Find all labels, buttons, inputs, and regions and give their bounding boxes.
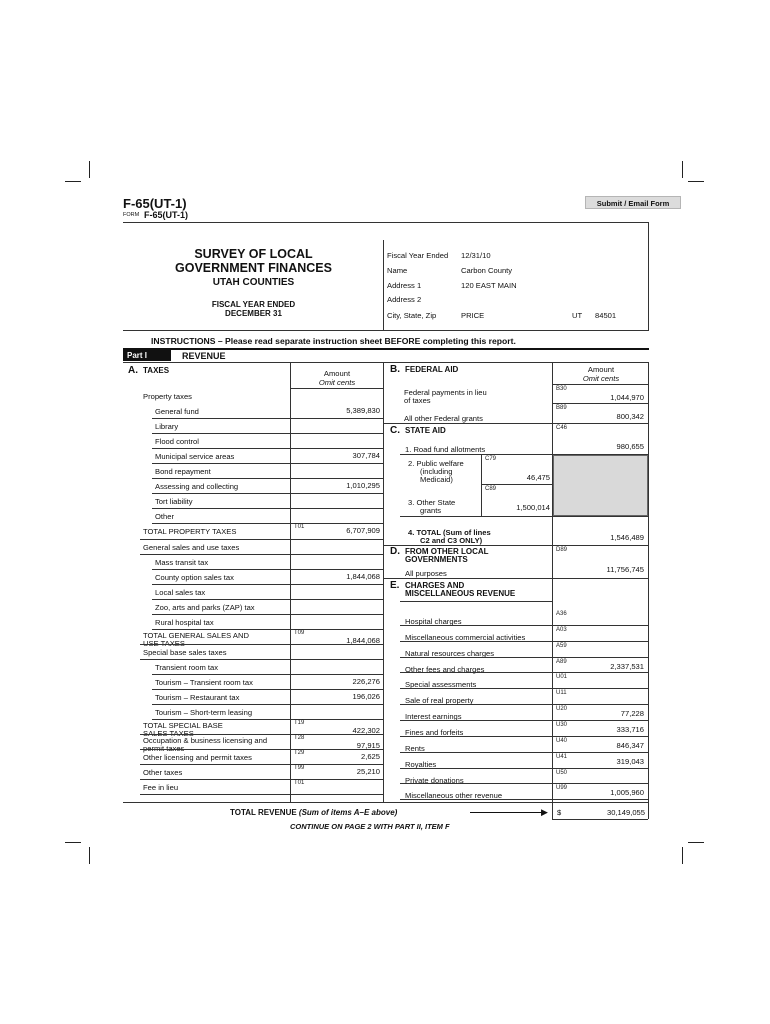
code-b30: B30 (556, 386, 567, 392)
section-a-row-value[interactable]: 25,210 (356, 767, 380, 777)
section-a-row-code: T29 (294, 750, 305, 757)
header-bottom (123, 330, 649, 331)
section-a-row-label: Occupation & business licensing and (143, 736, 268, 746)
section-e-row-label: Natural resources charges (405, 648, 495, 658)
section-e-row-code: A59 (556, 642, 567, 649)
total-right (648, 802, 649, 819)
section-e-row-rule (400, 752, 648, 753)
section-a-row-rule (152, 689, 383, 690)
crop-mark (89, 161, 90, 178)
road-fund-label: 1. Road fund allotments (405, 445, 486, 454)
section-a-row-rule (152, 463, 383, 464)
section-a-title: TAXES (143, 366, 170, 375)
state-aid-total-label: 4. TOTAL (Sum of lines (408, 528, 491, 537)
section-e-row-label: Fines and forfeits (405, 727, 464, 737)
crop-mark (688, 181, 704, 182)
section-e-row-code: U99 (556, 785, 568, 792)
section-a-row-label: Tourism – Transient room tax (155, 677, 253, 687)
crop-mark (89, 847, 90, 864)
section-e-row-label: Hospital charges (405, 617, 462, 626)
c-sub-divider (481, 454, 482, 516)
section-a-row-code: T99 (294, 765, 305, 772)
fy-field[interactable]: 12/31/10 (461, 251, 491, 260)
section-a-row-code: T01 (294, 524, 305, 531)
code-d89: D89 (556, 547, 568, 553)
all-purposes-label: All purposes (405, 569, 447, 578)
section-e-row-rule (400, 768, 648, 769)
section-a-row-rule (140, 659, 383, 660)
section-e-row-rule (400, 799, 648, 800)
section-b-amount-header: Amount (587, 365, 615, 374)
rule (400, 516, 648, 517)
section-a-row-rule (140, 554, 383, 555)
section-a-row-label: TOTAL SPECIAL BASE (143, 721, 223, 731)
continue-note: CONTINUE ON PAGE 2 WITH PART II, ITEM F (290, 822, 450, 831)
main-bottom (123, 802, 649, 803)
section-a-row-label: Local sales tax (155, 587, 206, 597)
section-a-row-rule (152, 614, 383, 615)
public-welfare-label-3: Medicaid) (420, 475, 453, 484)
fiscal-year-line1: FISCAL YEAR ENDED (211, 300, 296, 309)
section-a-row-rule (140, 734, 383, 735)
section-e-row-label: Royalties (405, 759, 437, 769)
section-a-row-code: T01 (294, 780, 305, 787)
rule (481, 484, 552, 485)
section-a-row-rule (152, 523, 383, 524)
section-e-title: CHARGES AND (405, 581, 465, 590)
section-b-letter: B. (390, 364, 400, 375)
section-e-row-rule (400, 672, 648, 673)
section-a-row-label: Other licensing and permit taxes (143, 753, 252, 763)
section-e-row-label: Rents (405, 743, 425, 753)
total-revenue-title: TOTAL REVENUE (230, 808, 297, 817)
section-e-row-rule (400, 625, 648, 626)
section-e-row-rule (400, 657, 648, 658)
section-e-row-code: U11 (556, 690, 567, 697)
section-a-row-rule (152, 448, 383, 449)
utah-counties: UTAH COUNTIES (212, 277, 295, 288)
section-a-row-rule (140, 539, 383, 540)
part-tag: Part I (123, 350, 171, 361)
section-a-row-rule (140, 764, 383, 765)
section-a-row-rule (152, 433, 383, 434)
section-a-row-label: Library (155, 422, 179, 432)
section-e-row-value[interactable]: 2,337,531 (610, 661, 644, 671)
section-a-row-label: General sales and use taxes (143, 542, 240, 552)
section-e-row-code: U50 (556, 769, 568, 776)
section-a-row-value[interactable]: 1,844,068 (346, 635, 380, 645)
part-rule (123, 362, 649, 363)
frame-right-main (648, 362, 649, 802)
section-e-row-label: Sale of real property (405, 696, 474, 706)
section-a-row-rule (152, 584, 383, 585)
section-e-row-code: A89 (556, 658, 567, 665)
frame-top (123, 222, 649, 223)
crop-mark (682, 847, 683, 864)
section-a-row-value[interactable]: 307,784 (352, 451, 380, 461)
submit-email-button[interactable]: Submit / Email Form (585, 196, 681, 209)
section-d-letter: D. (390, 546, 400, 557)
arrow-line (470, 812, 542, 813)
section-e-row-value[interactable]: 846,347 (616, 740, 644, 750)
section-c-title: STATE AID (405, 426, 446, 435)
section-a-row-rule (152, 674, 383, 675)
crop-mark (682, 161, 683, 178)
section-e-row-label: Interest earnings (405, 712, 462, 722)
instructions-rule (123, 348, 649, 350)
section-e-row-code: U41 (556, 753, 568, 760)
section-a-row-rule (152, 704, 383, 705)
public-welfare-label-2: (including (420, 467, 453, 476)
federal-payments-label: Federal payments in lieu (404, 388, 487, 397)
section-b-title: FEDERAL AID (405, 365, 459, 374)
section-a-row-value[interactable]: 5,389,830 (346, 406, 380, 416)
section-a-row-rule (152, 569, 383, 570)
fiscal-year-line2: DECEMBER 31 (225, 309, 282, 318)
section-e-row-value[interactable]: 319,043 (616, 756, 644, 766)
section-a-row-label: Assessing and collecting (155, 482, 239, 492)
section-a-row-value[interactable]: 97,915 (356, 741, 380, 751)
section-a-row-rule (152, 599, 383, 600)
section-e-row-label: Private donations (405, 775, 464, 785)
instructions: INSTRUCTIONS – Please read separate instruction sheet BEFORE completing this report. (151, 336, 516, 346)
section-a-row-label: Property taxes (143, 392, 192, 401)
arrow-right-icon: ▶ (541, 807, 548, 817)
section-e-title-2: MISCELLANEOUS REVENUE (405, 589, 516, 598)
code-c79: C79 (485, 456, 497, 462)
total-revenue-value[interactable]: 30,149,055 (606, 808, 645, 817)
public-welfare-label: 2. Public welfare (408, 459, 464, 468)
b-hdr-rule (552, 384, 648, 385)
section-a-row-value[interactable]: 1,010,295 (346, 481, 380, 491)
section-a-row-rule (152, 493, 383, 494)
federal-payments-value[interactable]: 1,044,970 (610, 393, 644, 402)
section-a-row-label: Flood control (155, 437, 199, 447)
crop-mark (65, 181, 81, 182)
section-d-title: FROM OTHER LOCAL (405, 547, 489, 556)
section-a-row-code: T09 (294, 629, 305, 636)
section-c-letter: C. (390, 425, 400, 436)
section-e-row-rule (400, 720, 648, 721)
section-a-row-code: T19 (294, 720, 305, 727)
section-b-amount-sub: Omit cents (582, 374, 620, 383)
other-federal-grants-value[interactable]: 800,342 (616, 412, 644, 421)
section-e-row-value[interactable]: 77,228 (620, 709, 644, 719)
section-e-row-rule (400, 783, 648, 784)
all-purposes-value[interactable]: 11,756,745 (606, 565, 644, 574)
section-a-row-value[interactable]: 226,276 (352, 676, 380, 686)
section-a-row-label: Tort liability (155, 497, 193, 507)
section-a-row-code: T28 (294, 735, 305, 742)
name-field[interactable]: Carbon County (461, 266, 513, 275)
crop-mark (65, 842, 81, 843)
section-e-row-code: A36 (556, 611, 567, 617)
part-name: REVENUE (182, 351, 226, 361)
section-e-letter: E. (390, 580, 400, 591)
rule (383, 545, 648, 546)
section-a-row-rule (152, 508, 383, 509)
rule (383, 423, 648, 424)
section-a-row-label: Other (155, 512, 174, 522)
section-e-row-code: A03 (556, 626, 567, 633)
section-e-row-rule (400, 688, 648, 689)
section-a-row-label: Municipal service areas (155, 452, 235, 462)
col-a-code-divider (290, 362, 291, 802)
section-a-row-rule (152, 418, 383, 419)
form-id: F-65(UT-1) (123, 196, 187, 211)
other-state-grants-value[interactable]: 1,500,014 (516, 503, 550, 512)
section-d-title-2: GOVERNMENTS (405, 555, 468, 564)
section-a-row-label: Other taxes (143, 768, 183, 778)
section-a-row-rule (152, 629, 383, 630)
city-state-zip-label: City, State, Zip (387, 311, 437, 320)
rule (552, 403, 648, 404)
section-e-row-label: Miscellaneous commercial activities (405, 632, 526, 642)
section-a-letter: A. (128, 365, 138, 376)
section-e-row-value[interactable]: 1,005,960 (610, 788, 644, 798)
section-a-row-label-2: USE TAXES (143, 638, 185, 648)
section-e-row-label: Other fees and charges (405, 664, 485, 674)
crop-mark (688, 842, 704, 843)
road-fund-value[interactable]: 980,655 (616, 442, 644, 451)
rule (400, 601, 552, 602)
rule (383, 578, 648, 579)
section-a-amount-header: Amount (323, 369, 351, 378)
shaded-cell (553, 455, 648, 516)
section-a-row-label: Tourism – Restaurant tax (155, 693, 240, 702)
fy-label: Fiscal Year Ended (387, 251, 449, 260)
section-e-row-label: Miscellaneous other revenue (405, 791, 503, 801)
section-e-row-rule (400, 704, 648, 705)
city-field[interactable]: PRICE (461, 311, 485, 320)
section-a-row-label: County option sales tax (155, 572, 234, 582)
section-e-row-value[interactable]: 333,716 (616, 724, 644, 734)
address1-label: Address 1 (387, 281, 422, 290)
section-a-row-label: Bond repayment (155, 467, 211, 477)
section-a-row-label: General fund (155, 407, 199, 417)
section-e-row-code: U01 (556, 674, 568, 681)
frame-right (648, 222, 649, 330)
section-a-row-label: Tourism – Short-term leasing (155, 708, 253, 718)
federal-payments-label-2: of taxes (404, 396, 431, 405)
section-a-row-label: Mass transit tax (155, 557, 209, 567)
state-field[interactable]: UT (572, 311, 583, 320)
address1-field[interactable]: 120 EAST MAIN (461, 281, 517, 290)
other-state-grants-label-2: grants (420, 506, 442, 515)
code-b89: B89 (556, 405, 567, 411)
form-prefix: FORM (123, 212, 140, 218)
section-e-row-code: U40 (556, 737, 568, 744)
section-a-row-value[interactable]: 6,707,909 (346, 526, 380, 536)
section-a-row-label-2: permit taxes (143, 744, 185, 754)
section-a-row-label: Transient room tax (155, 662, 219, 672)
section-a-row-value[interactable]: 2,625 (360, 752, 380, 762)
zip-field[interactable]: 84501 (595, 311, 617, 320)
section-a-row-label-2: SALES TAXES (143, 729, 194, 739)
section-a-row-label: Rural hospital tax (155, 617, 214, 627)
dollar-sign: $ (557, 808, 562, 817)
section-a-row-rule (140, 794, 383, 795)
section-a-row-label: TOTAL PROPERTY TAXES (143, 527, 237, 537)
other-federal-grants-label: All other Federal grants (404, 414, 483, 423)
section-a-row-rule (152, 719, 383, 720)
state-aid-total-value[interactable]: 1,546,489 (610, 533, 644, 542)
section-a-row-label: Special base sales taxes (143, 647, 227, 657)
section-e-row-rule (400, 641, 648, 642)
code-c89: C89 (485, 486, 497, 492)
total-bottom (552, 819, 648, 820)
total-revenue-note: (Sum of items A–E above) (298, 808, 398, 817)
total-divider (552, 802, 553, 819)
section-a-row-rule (140, 749, 383, 750)
form-id-small: F-65(UT-1) (144, 210, 189, 220)
section-a-row-value[interactable]: 422,302 (352, 726, 380, 736)
address2-label: Address 2 (387, 295, 422, 304)
state-aid-total-label-2: C2 and C3 ONLY) (420, 536, 483, 545)
section-e-row-code: U30 (556, 721, 568, 728)
other-state-grants-label: 3. Other State (408, 498, 456, 507)
section-a-row-rule (140, 644, 383, 645)
section-e-row-label: Special assessments (405, 680, 477, 690)
section-a-row-rule (140, 779, 383, 780)
section-a-row-label: Fee in lieu (143, 783, 179, 793)
survey-title-2: GOVERNMENT FINANCES (175, 261, 332, 275)
section-a-row-label: TOTAL GENERAL SALES AND (143, 630, 249, 640)
section-a-row-value[interactable]: 196,026 (352, 692, 380, 701)
section-e-row-rule (400, 736, 648, 737)
public-welfare-value[interactable]: 46,475 (526, 473, 550, 482)
section-a-amount-sub: Omit cents (318, 378, 356, 387)
section-e-row-code: U20 (556, 706, 568, 713)
section-a-row-value[interactable]: 1,844,068 (346, 571, 380, 581)
header-divider (383, 240, 384, 330)
section-a-row-rule (152, 478, 383, 479)
a-hdr-rule (290, 388, 383, 389)
survey-title: SURVEY OF LOCAL (194, 247, 313, 261)
section-a-row-label: Zoo, arts and parks (ZAP) tax (155, 602, 255, 612)
name-label: Name (387, 266, 408, 275)
col-a-b-divider (383, 362, 384, 802)
code-c46: C46 (556, 425, 568, 431)
total-revenue-label (230, 808, 397, 817)
